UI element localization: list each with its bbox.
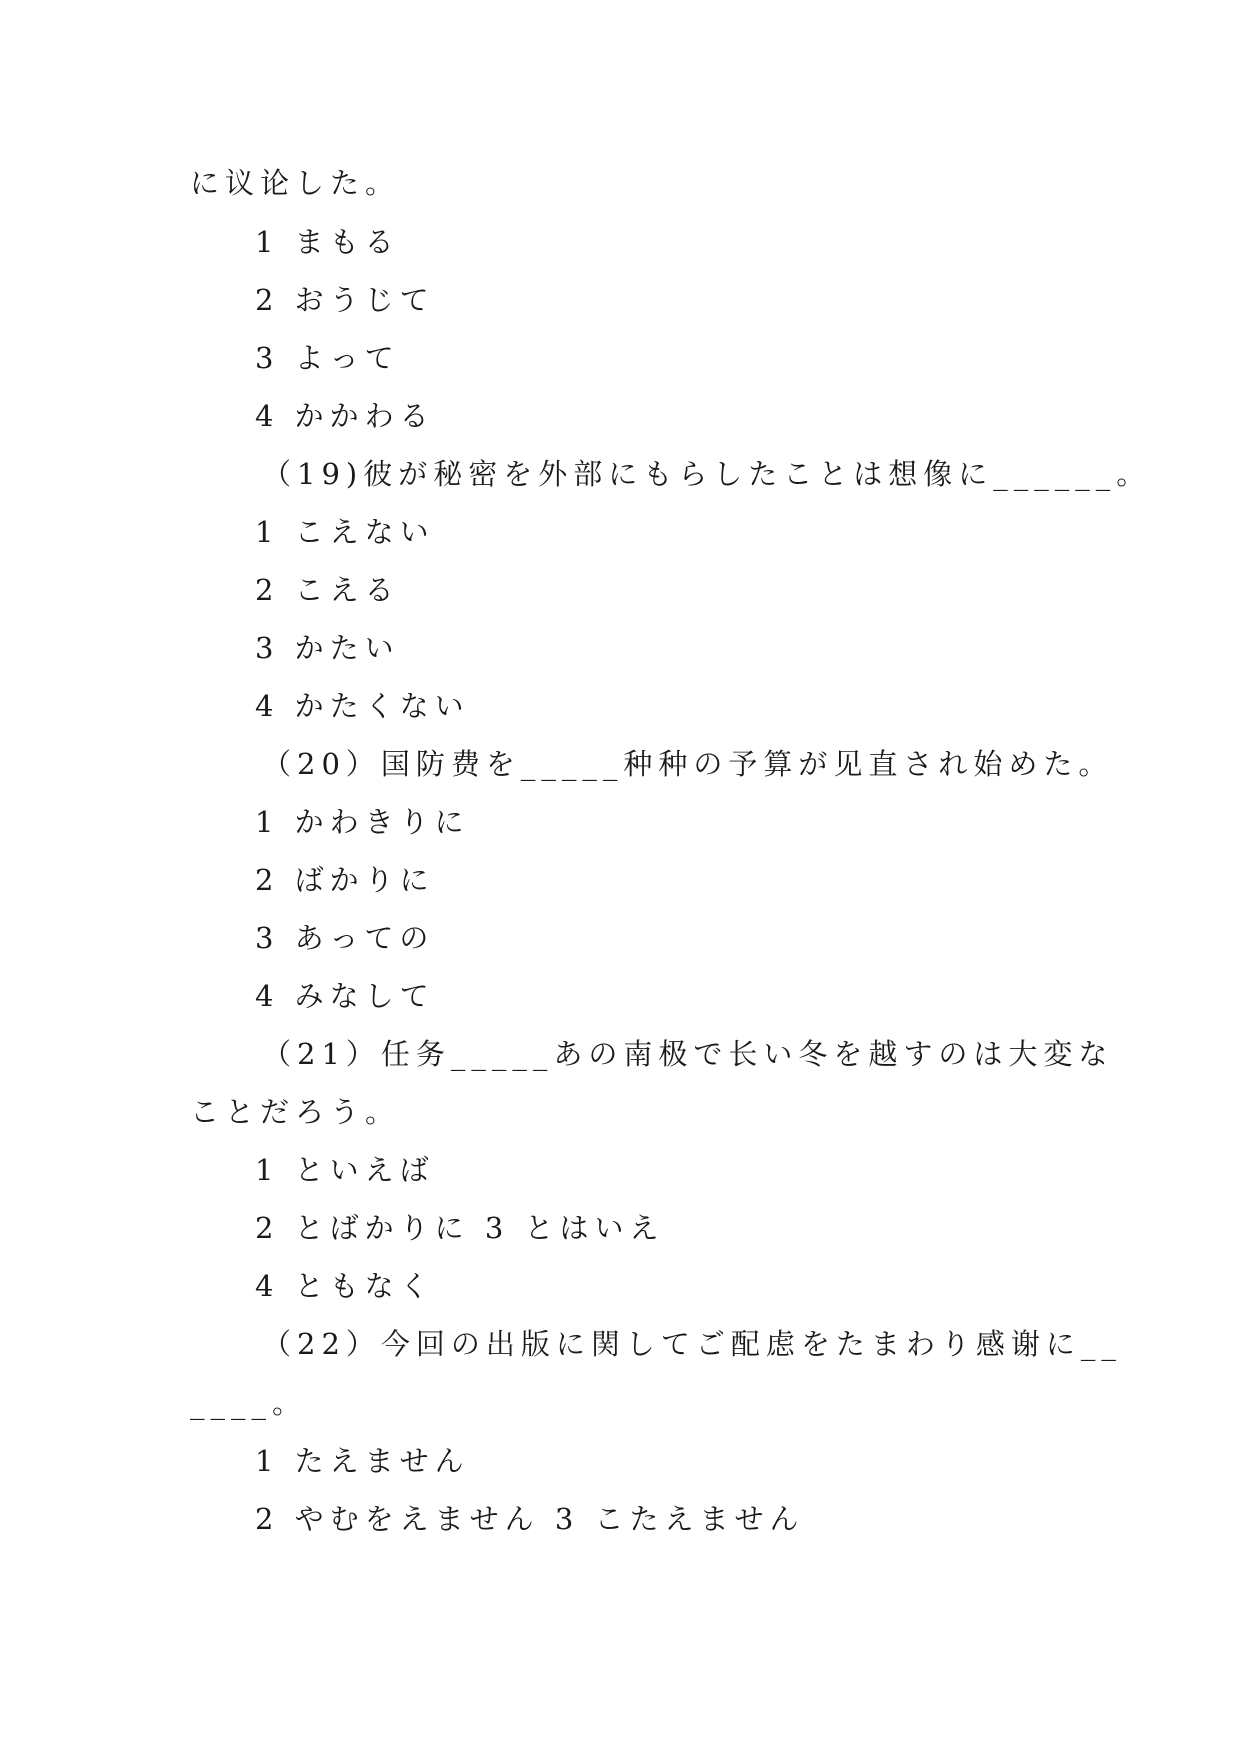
question-21-continuation: ことだろう。 (190, 1095, 401, 1129)
option-2: 2 ばかりに (255, 863, 435, 897)
question-21: （21）任务_____あの南极で长い冬を越すのは大変な (262, 1037, 1114, 1071)
question-19: （19)彼が秘密を外部にもらしたことは想像に______。 (262, 457, 1152, 491)
option-3: 3 かたい (255, 631, 400, 665)
option-1: 1 といえば (255, 1153, 435, 1187)
option-4: 4 ともなく (255, 1269, 435, 1303)
question-22: （22）今回の出版に関してご配虑をたまわり感谢に__ (262, 1327, 1122, 1361)
option-4: 4 みなして (255, 979, 435, 1013)
text-line: に议论した。 (190, 166, 401, 200)
option-4: 4 かたくない (255, 689, 470, 723)
option-3: 3 あっての (255, 921, 435, 955)
option-2: 2 おうじて (255, 283, 435, 317)
option-4: 4 かかわる (255, 399, 435, 433)
option-2: 2 こえる (255, 573, 400, 607)
option-1: 1 こえない (255, 515, 435, 549)
option-3: 3 よって (255, 341, 400, 375)
option-2-and-3: 2 とばかりに 3 とはいえ (255, 1211, 665, 1245)
question-22-continuation: ____。 (190, 1386, 308, 1420)
question-20: （20）国防费を_____种种の予算が见直され始めた。 (262, 747, 1114, 781)
option-2-and-3: 2 やむをえません 3 こたえません (255, 1502, 805, 1536)
option-1: 1 かわきりに (255, 805, 470, 839)
option-1: 1 たえません (255, 1444, 470, 1478)
option-1: 1 まもる (255, 225, 400, 259)
